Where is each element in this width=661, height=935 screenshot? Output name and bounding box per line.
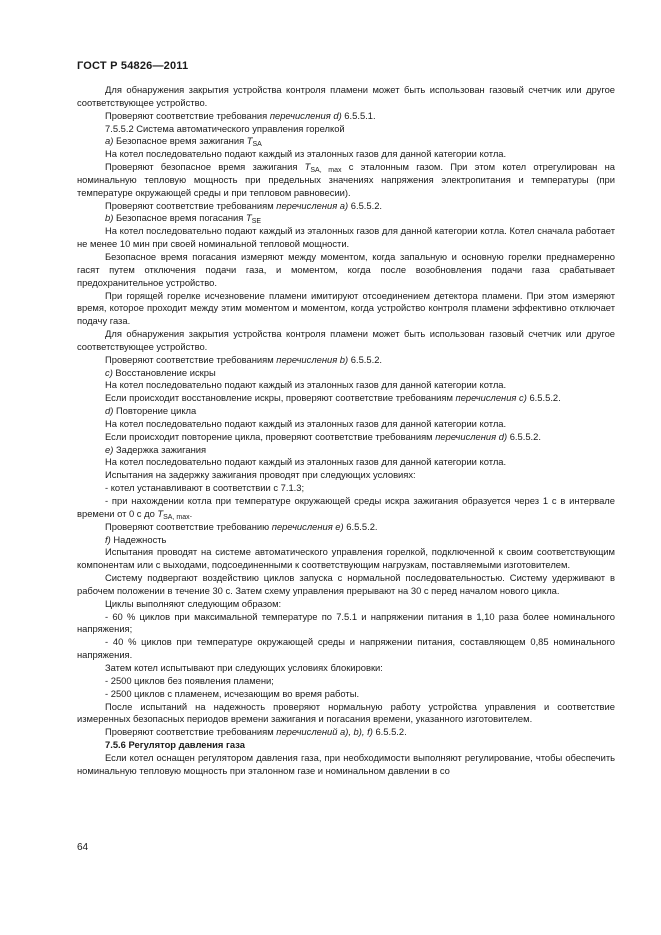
page-number: 64 bbox=[77, 842, 89, 853]
text-run: Безопасное время погасания измеряют между моментом, когда запальную и основную горелки преднамеренно гасят путем отключения подачи газа, и моментом, когда после возобновления подачи газа срабатывает предохранительное устройство. bbox=[77, 250, 615, 288]
section-heading bbox=[77, 739, 615, 752]
paragraph bbox=[77, 354, 615, 367]
text-run: Если котел оснащен регулятором давления газа, при необходимости выполняют регулирование, чтобы обеспечить номинальную тепловую мощность при эталонном газе и номинальном давлении в со bbox=[77, 751, 615, 776]
italic-text: T bbox=[246, 135, 253, 147]
paragraph bbox=[77, 379, 615, 392]
italic-text: перечисления e) bbox=[271, 520, 344, 532]
paragraph bbox=[77, 495, 615, 521]
italic-text: T bbox=[245, 212, 252, 224]
text-run: Безопасное время зажигания bbox=[113, 135, 247, 147]
italic-text: b) bbox=[105, 212, 114, 224]
paragraph bbox=[77, 482, 615, 495]
text-run: Проверяют соответствие требованиям bbox=[105, 199, 277, 211]
paragraph bbox=[77, 148, 615, 161]
text-run: После испытаний на надежность проверяют нормальную работу устройства управления и соответствие измеренных безопасных периодов времени зажигания и погасания времени, указанного изготовителем. bbox=[77, 700, 615, 725]
text-run: 7.5.6 Регулятор давления газа bbox=[105, 739, 245, 751]
paragraph bbox=[77, 521, 615, 534]
paragraph bbox=[77, 251, 615, 290]
text-run: с эталонным газом. При этом котел отрегулирован на номинальную тепловую мощность при предельных значениях напряжения электропитания и температуры (при температуре окружающей среды и при тепловом равновесии). bbox=[77, 161, 615, 198]
italic-text: T bbox=[304, 161, 311, 173]
paragraph bbox=[77, 469, 615, 482]
text-run: Безопасное время погасания bbox=[113, 212, 246, 224]
italic-text: e) bbox=[105, 443, 114, 455]
text-run: 6.5.5.2. bbox=[348, 199, 383, 211]
text-run: Задержка зажигания bbox=[113, 443, 207, 455]
text-run: Проверяют соответствие требованиям bbox=[105, 353, 277, 365]
text-run: - 40 % циклов при температуре окружающей среды и напряжении питания, составляющем 0,85 номинального напряжения. bbox=[77, 636, 615, 661]
text-run: Затем котел испытывают при следующих условиях блокировки: bbox=[105, 661, 383, 673]
text-run: Если происходит повторение цикла, проверяют соответствие требованиям bbox=[105, 430, 436, 442]
text-run: - 2500 циклов с пламенем, исчезающим во время работы. bbox=[105, 687, 360, 699]
paragraph bbox=[77, 135, 615, 148]
text-run: На котел последовательно подают каждый из эталонных газов для данной категории котла. bbox=[105, 456, 507, 468]
paragraph bbox=[77, 123, 615, 136]
paragraph bbox=[77, 546, 615, 572]
paragraph bbox=[77, 444, 615, 457]
text-run: На котел последовательно подают каждый из эталонных газов для данной категории котла. bbox=[105, 417, 507, 429]
paragraph bbox=[77, 405, 615, 418]
italic-text: T bbox=[157, 507, 164, 519]
paragraph bbox=[77, 225, 615, 251]
text-run: 6.5.5.2. bbox=[348, 353, 383, 365]
text-run: На котел последовательно подают каждый из эталонных газов для данной категории котла. bbox=[105, 148, 507, 160]
italic-text: перечисления d) bbox=[269, 109, 342, 121]
text-run: При горящей горелке исчезновение пламени имитируют отсоединением детектора пламени. При этом измеряют время, которое проходит между этим моментом и моментом, когда устройство контроля пламени эффективно отключает подачу газа. bbox=[77, 289, 615, 327]
text-run: 6.5.5.2. bbox=[343, 520, 378, 532]
text-run: Проверяют соответствие требованию bbox=[105, 520, 272, 532]
document-body bbox=[77, 84, 615, 778]
paragraph bbox=[77, 688, 615, 701]
text-run: Надежность bbox=[110, 533, 167, 545]
paragraph bbox=[77, 200, 615, 213]
text-run: 6.5.5.2. bbox=[507, 430, 541, 442]
paragraph bbox=[77, 431, 615, 444]
italic-text: перечислений a), b), f) bbox=[276, 726, 373, 738]
subscript: SA, max bbox=[310, 167, 342, 175]
text-run: . bbox=[189, 507, 193, 519]
paragraph bbox=[77, 662, 615, 675]
italic-text: a) bbox=[105, 135, 114, 147]
paragraph bbox=[77, 752, 615, 778]
text-run: - котел устанавливают в соответствии с 7.1.3; bbox=[105, 482, 305, 494]
italic-text: перечисления b) bbox=[276, 353, 349, 365]
italic-text: f) bbox=[105, 533, 111, 545]
italic-text: перечисления d) bbox=[435, 430, 508, 442]
text-run: Для обнаружения закрытия устройства контроля пламени может быть использован газовый счетчик или другое соответствующее устройство. bbox=[77, 84, 615, 108]
subscript: SA, max bbox=[163, 513, 190, 521]
text-run: Проверяют безопасное время зажигания bbox=[105, 161, 305, 173]
italic-text: d) bbox=[105, 405, 114, 417]
paragraph bbox=[77, 110, 615, 123]
text-run: 6.5.5.2. bbox=[526, 392, 561, 404]
text-run: 7.5.5.2 Система автоматического управления горелкой bbox=[105, 122, 345, 134]
paragraph bbox=[77, 161, 615, 200]
paragraph bbox=[77, 534, 615, 547]
text-run: Испытания на задержку зажигания проводят при следующих условиях: bbox=[105, 469, 416, 481]
text-run: Систему подвергают воздействию циклов запуска с нормальной последовательностью. Систему удерживают в рабочем положении в течение 30 с. Затем схему управления прерывают на 30 с перед началом нового цикла. bbox=[77, 572, 615, 596]
paragraph bbox=[77, 598, 615, 611]
text-run: 6.5.5.1. bbox=[341, 109, 376, 121]
text-run: На котел последовательно подают каждый из эталонных газов для данной категории котла. Котел сначала работает не менее 10 мин при своей номинальной тепловой мощности. bbox=[77, 225, 615, 250]
paragraph bbox=[77, 675, 615, 688]
text-run: Восстановление искры bbox=[112, 366, 216, 378]
paragraph bbox=[77, 456, 615, 469]
subscript: SE bbox=[251, 218, 262, 226]
text-run: Для обнаружения закрытия устройства контроля пламени может быть использован газовый счетчик или другое соответствующее устройство. bbox=[77, 328, 615, 352]
italic-text: перечисления a) bbox=[276, 199, 349, 211]
italic-text: перечисления c) bbox=[455, 392, 527, 404]
paragraph bbox=[77, 212, 615, 225]
paragraph bbox=[77, 367, 615, 380]
text-run: Повторение цикла bbox=[113, 405, 197, 417]
text-run: На котел последовательно подают каждый из эталонных газов для данной категории котла. bbox=[105, 379, 507, 391]
paragraph bbox=[77, 636, 615, 662]
paragraph bbox=[77, 611, 615, 637]
text-run: Проверяют соответствие требованиям bbox=[105, 726, 277, 738]
paragraph bbox=[77, 290, 615, 329]
paragraph bbox=[77, 726, 615, 739]
paragraph bbox=[77, 328, 615, 354]
text-run: Проверяют соответствие требования bbox=[105, 109, 270, 121]
italic-text: c) bbox=[105, 366, 113, 378]
text-run: - при нахождении котла при температуре окружающей среды искра зажигания образуется через 1 с в интервале времени от 0 с до bbox=[77, 495, 615, 519]
paragraph bbox=[77, 84, 615, 110]
text-run: Циклы выполняют следующим образом: bbox=[105, 597, 282, 609]
standard-header: ГОСТ Р 54826—2011 bbox=[77, 60, 189, 72]
text-run: Испытания проводят на системе автоматического управления горелкой, подключенной к своим соответствующим компонентам или с выходами, подсоединенными к соответствующим нагрузкам, поставляемыми изготовителем. bbox=[77, 546, 615, 571]
paragraph bbox=[77, 572, 615, 598]
paragraph bbox=[77, 418, 615, 431]
text-run: 6.5.5.2. bbox=[372, 726, 407, 738]
subscript: SA bbox=[252, 141, 262, 149]
paragraph bbox=[77, 392, 615, 405]
text-run: - 2500 циклов без появления пламени; bbox=[105, 674, 274, 686]
text-run: - 60 % циклов при максимальной температуре по 7.5.1 и напряжении питания в 1,10 раза более номинального напряжения; bbox=[77, 610, 615, 635]
text-run: Если происходит восстановление искры, проверяют соответствие требованиям bbox=[105, 392, 456, 404]
paragraph bbox=[77, 701, 615, 727]
